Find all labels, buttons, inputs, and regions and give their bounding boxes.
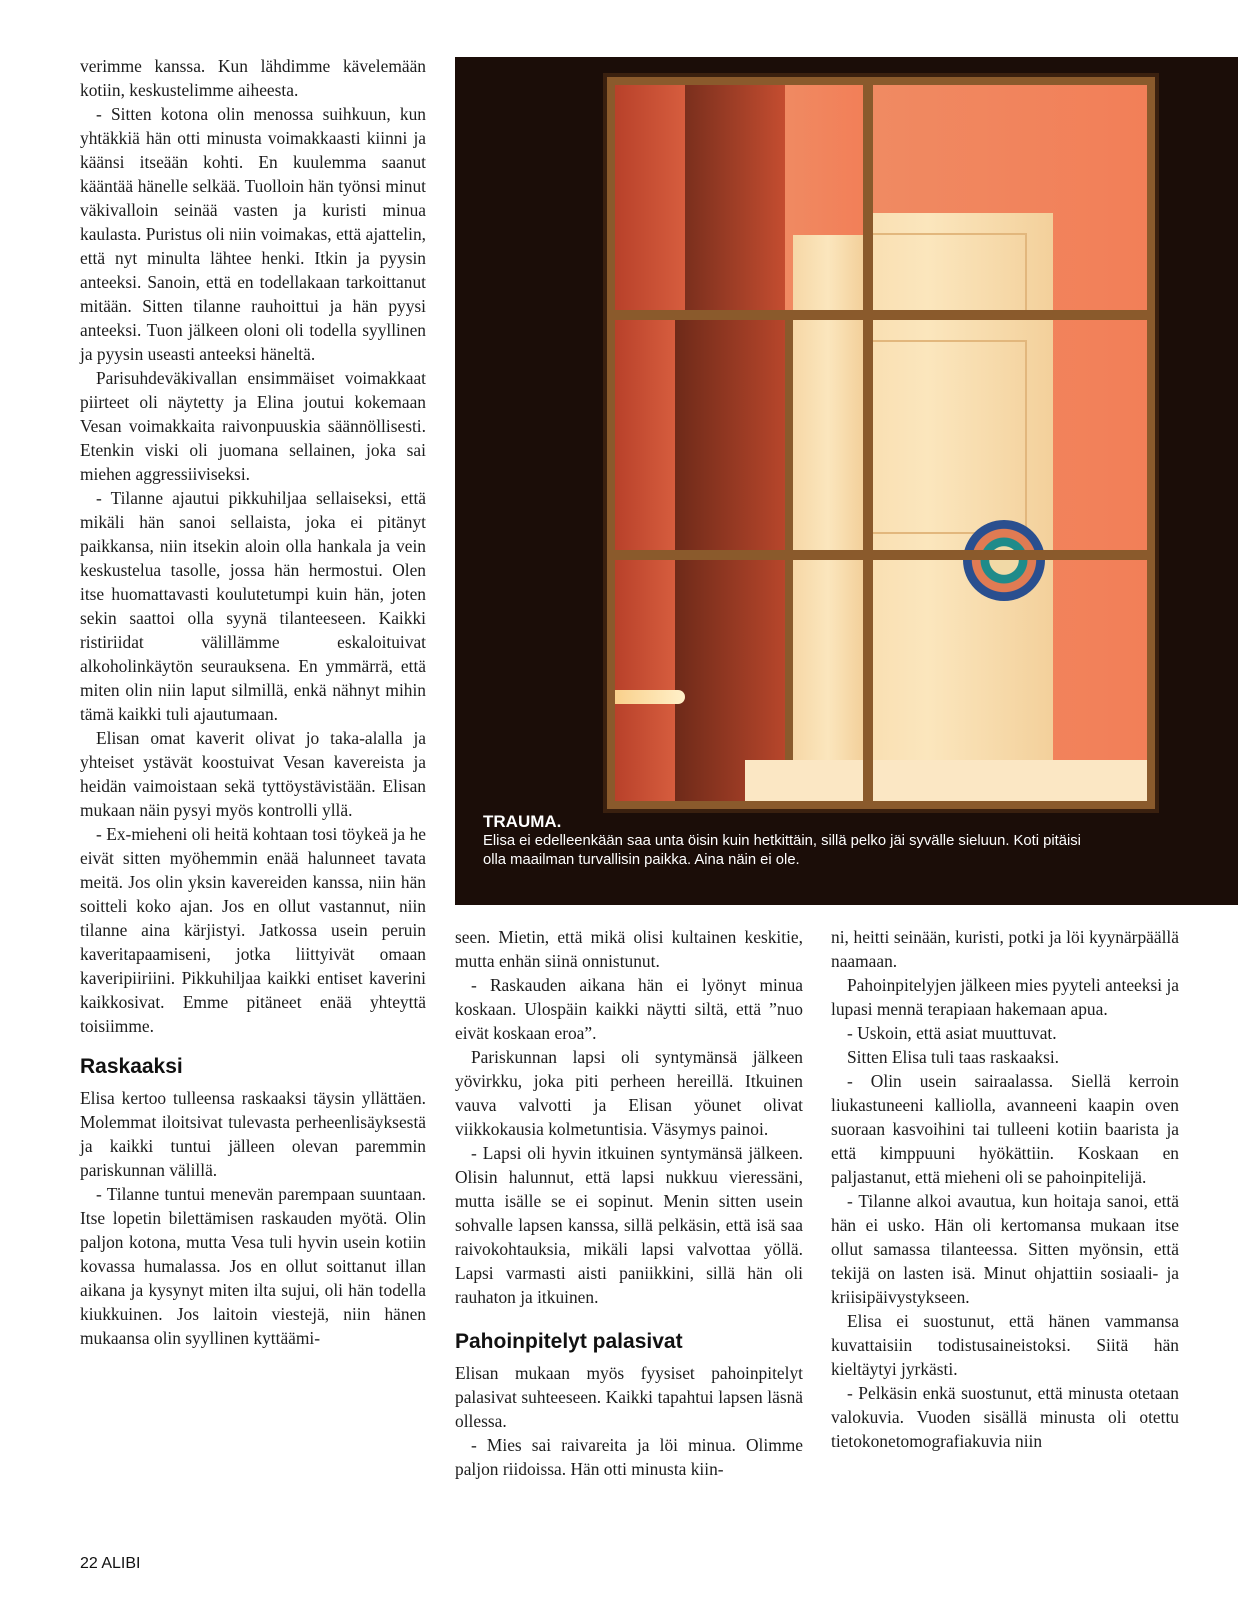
article-column-2 [455, 925, 803, 1481]
paragraph: - Mies sai raivareita ja löi minua. Olimme paljon riidoissa. Hän otti minusta kiin- [455, 1435, 803, 1479]
window-pane [873, 85, 1147, 310]
paragraph: Elisan omat kaverit olivat jo taka-alalla ja yhteiset ystävät koostuivat Vesan kavereista ja heidän vaimoistaan sekä tyttöystävistään. Elisan mukaan näin pysyi myös kontrolli yllä. [80, 728, 426, 820]
window-pane [873, 320, 1147, 550]
window-pane [615, 560, 863, 801]
paragraph: - Uskoin, että asiat muuttuvat. [847, 1023, 1057, 1043]
paragraph: - Tilanne tuntui menevän parempaan suuntaan. Itse lopetin bilettämisen raskauden myötä. Olin paljon kotona, mutta Vesa tuli hyvin usein kotiin kovassa humalassa. Jos en ollut soittanut illan aikana ja kysynyt miten ilta sujui, oli hän todella kiukkuinen. Jos laitoin viestejä, niin hänen mukaansa olin syyllinen kyttäämi- [80, 1184, 426, 1348]
paragraph: seen. Mietin, että mikä olisi kultainen keskitie, mutta enhän siinä onnistunut. [455, 927, 803, 971]
caption-title: TRAUMA. [483, 812, 562, 831]
paragraph: Elisa ei suostunut, että hänen vammansa kuvattaisiin todistusaineistoksi. Siitä hän kieltäytyi jyrkästi. [831, 1311, 1179, 1379]
window-pane [615, 85, 863, 310]
paragraph: - Raskauden aikana hän ei lyönyt minua koskaan. Ulospäin kaikki näytti siltä, että ”nuo eivät koskaan eroa”. [455, 975, 803, 1043]
article-photo [455, 57, 1238, 905]
paragraph: ni, heitti seinään, kuristi, potki ja löi kyynärpäällä naamaan. [831, 927, 1179, 971]
paragraph: - Olin usein sairaalassa. Siellä kerroin liukastuneeni kalliolla, avanneeni kaapin oven suoraan kasvoihini tai tulleeni kotiin baarista ja että kimppuuni hyökättiin. Koskaan en paljastanut, että mieheni oli se pahoinpitelijä. [831, 1071, 1179, 1187]
paragraph: Pariskunnan lapsi oli syntymänsä jälkeen yövirkku, joka piti perheen hereillä. Itkuinen vauva valvotti ja Elisan yöunet olivat viikkokausia kolmetuntisia. Väsymys painoi. [455, 1047, 803, 1139]
photo-caption [483, 812, 1083, 870]
paragraph: - Tilanne alkoi avautua, kun hoitaja sanoi, että hän ei usko. Hän oli kertomansa mukaan itse ollut samassa tilanteessa. Sitten myönsin, että tekijä on lasten isä. Minut ohjattiin sosiaali- ja kriisipäivystykseen. [831, 1191, 1179, 1307]
paragraph: - Ex-mieheni oli heitä kohtaan tosi töykeä ja he eivät sitten myöhemmin enää halunneet tavata meitä. Jos olin yksin kavereiden kanssa, niin hän soitteli koko ajan. Jos en ollut vastannut, niin tilanne aina kärjistyi. Jatkossa usein peruin kaveritapaamiseni, jotka liittyivät omaan kaveripiiriini. Pikkuhiljaa kaikki entiset kaverini kaikkosivat. Emme pitäneet enää yhteyttä toisiimme. [80, 824, 426, 1036]
caption-text: Elisa ei edelleenkään saa unta öisin kuin hetkittäin, sillä pelko jäi syvälle sieluun. Koti pitäisi olla maailman turvallisin paikka. Aina näin ei ole. [483, 833, 1081, 868]
window-pane [873, 560, 1147, 801]
page-footer: 22 ALIBI [80, 1555, 141, 1572]
paragraph: - Sitten kotona olin menossa suihkuun, kun yhtäkkiä hän otti minusta voimakkaasti kiinni ja käänsi itseään kohti. En kuulemma saanut kääntää hänelle selkää. Tuolloin hän työnsi minut väkivalloin seinää vasten ja kuristi minua kaulasta. Puristus oli niin voimakas, että ajattelin, että nyt minulta lähtee henki. Itkin ja pyysin anteeksi. Sanoin, että en todellakaan tarkoittanut mitään. Sitten tilanne rauhoittui ja hän pyysi anteeksi. Tuon jälkeen oloni oli todella syyllinen ja pyysin useasti anteeksi häneltä. [80, 104, 426, 364]
paragraph: - Tilanne ajautui pikkuhiljaa sellaiseksi, että mikäli hän sanoi sellaista, joka ei pitänyt paikkansa, niin itsekin aloin olla hankala ja vein keskustelua tasolle, jossa hän hermostui. Olen itse huomattavasti koulutetumpi kuin hän, joten sekin saattoi olla syynä tilanteeseen. Kaikki ristiriidat välillämme eskaloituivat alkoholinkäytön seurauksena. En ymmärrä, että miten olin niin laput silmillä, enkä nähnyt mihin tämä kaikki tuli ajautumaan. [80, 488, 426, 724]
article-column-1 [80, 54, 426, 1350]
window-frame [607, 77, 1155, 809]
paragraph: Pahoinpitelyjen jälkeen mies pyyteli anteeksi ja lupasi mennä terapiaan hakemaan apua. [831, 975, 1179, 1019]
section-heading: Pahoinpitelyt palasivat [455, 1330, 683, 1353]
paragraph: Elisa kertoo tulleensa raskaaksi täysin yllättäen. Molemmat iloitsivat tulevasta perheenlisäyksestä ja kaikki tuntui jälleen olevan paremmin pariskunnan välillä. [80, 1088, 426, 1180]
paragraph: - Pelkäsin enkä suostunut, että minusta otetaan valokuvia. Vuoden sisällä minusta oli otettu tietokonetomografiakuvia niin [831, 1383, 1179, 1451]
paragraph: Parisuhdeväkivallan ensimmäiset voimakkaat piirteet oli näytetty ja Elina joutui kokemaan Vesan voimakkaita raivonpuuskia säännöllisesti. Etenkin viski oli juomana sellainen, joka sai miehen aggressiiviseksi. [80, 368, 426, 484]
door-handle [615, 690, 685, 704]
paragraph: - Lapsi oli hyvin itkuinen syntymänsä jälkeen. Olisin halunnut, että lapsi nukkuu vieressäni, mutta isälle se ei sopinut. Menin sitten usein sohvalle lapsen kanssa, sillä pelkäsin, että isä saa raivokohtauksia, mikäli lapsi valvottaa yöllä. Lapsi varmasti aisti paniikkini, sillä hän oli rauhaton ja itkuinen. [455, 1143, 803, 1307]
paragraph: Elisan mukaan myös fyysiset pahoinpitelyt palasivat suhteeseen. Kaikki tapahtui lapsen läsnä ollessa. [455, 1363, 803, 1431]
paragraph: Sitten Elisa tuli taas raskaaksi. [847, 1047, 1060, 1067]
paragraph: verimme kanssa. Kun lähdimme kävelemään kotiin, keskustelimme aiheesta. [80, 56, 426, 100]
section-heading: Raskaaksi [80, 1055, 183, 1078]
window-pane [615, 320, 863, 550]
article-column-3 [831, 925, 1179, 1453]
